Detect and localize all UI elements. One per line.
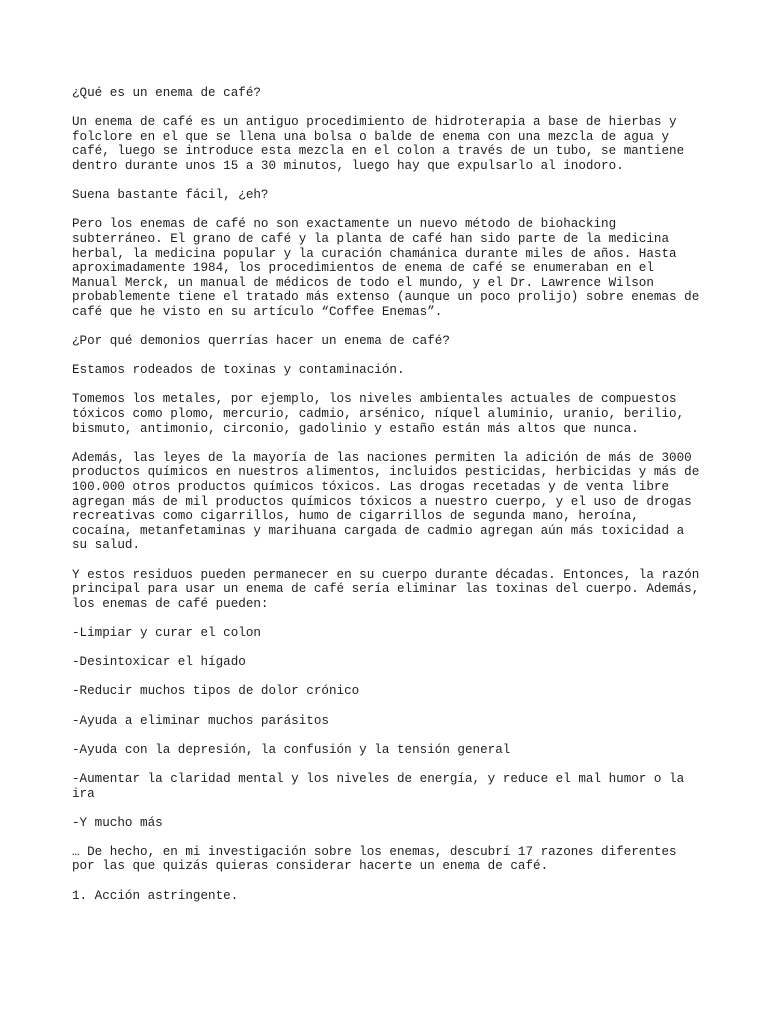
document-page (72, 86, 712, 918)
list-item-colon: -Limpiar y curar el colon (72, 625, 261, 640)
paragraph-historia: Pero los enemas de café no son exactamente un nuevo método de biohacking subterráneo. El grano de café y la planta de café han sido parte de la medicina herbal, la medicina popular y la curación chamánica durante miles de años. Hasta aproximadamente 1984, los procedimientos de enema de café se enumeraban en el Manual Merck, un manual de médicos de todo el mundo, y el Dr. Lawrence Wilson probablemente tiene el tratado más extenso (aunque un poco prolijo) sobre enemas de café que he visto en su artículo “Coffee Enemas”. (72, 217, 700, 319)
paragraph-toxinas: Estamos rodeados de toxinas y contaminación. (72, 363, 405, 378)
list-item-mucho-mas: -Y mucho más (72, 815, 163, 830)
list-item-dolor: -Reducir muchos tipos de dolor crónico (72, 684, 360, 699)
paragraph-metales: Tomemos los metales, por ejemplo, los niveles ambientales actuales de compuestos tóxicos como plomo, mercurio, cadmio, arsénico, níquel aluminio, uranio, berilio, bismuto, antimonio, circonio, gadolinio y estaño están más altos que nunca. (72, 392, 685, 436)
numbered-heading-accion-astringente: 1. Acción astringente. (72, 888, 239, 903)
paragraph-quimicos: Además, las leyes de la mayoría de las naciones permiten la adición de más de 3000 productos químicos en nuestros alimentos, incluidos pesticidas, herbicidas y más de 100.000 otros productos químicos tóxicos. Las drogas recetadas y de venta libre agregan más de mil productos químicos tóxicos a nuestro cuerpo, y el uso de drogas recreativas como cigarrillos, humo de cigarrillos de segunda mano, heroína, cocaína, metanfetaminas y marihuana cargada de cadmio agregan aún más toxicidad a su salud. (72, 450, 700, 553)
list-item-parasitos: -Ayuda a eliminar muchos parásitos (72, 713, 329, 728)
list-item-higado: -Desintoxicar el hígado (72, 655, 246, 670)
list-item-claridad: -Aumentar la claridad mental y los niveles de energía, y reduce el mal humor o la ira (72, 771, 685, 801)
list-item-depresion: -Ayuda con la depresión, la confusión y la tensión general (72, 742, 511, 757)
paragraph-razones: … De hecho, en mi investigación sobre los enemas, descubrí 17 razones diferentes por las que quizás quieras considerar hacerte un enema de café. (72, 844, 677, 874)
paragraph-definicion: Un enema de café es un antiguo procedimiento de hidroterapia a base de hierbas y folclore en el que se llena una bolsa o balde de enema con una mezcla de agua y café, luego se introduce esta mezcla en el colon a través de un tubo, se mantiene dentro durante unos 15 a 30 minutos, luego hay que expulsarlo al inodoro. (72, 115, 685, 173)
heading-que-es: ¿Qué es un enema de café? (72, 86, 261, 100)
heading-por-que: ¿Por qué demonios querrías hacer un enema de café? (72, 334, 450, 349)
paragraph-suena-facil: Suena bastante fácil, ¿eh? (72, 188, 269, 203)
paragraph-residuos: Y estos residuos pueden permanecer en su cuerpo durante décadas. Entonces, la razón principal para usar un enema de café sería eliminar las toxinas del cuerpo. Además, los enemas de café pueden: (72, 567, 700, 611)
